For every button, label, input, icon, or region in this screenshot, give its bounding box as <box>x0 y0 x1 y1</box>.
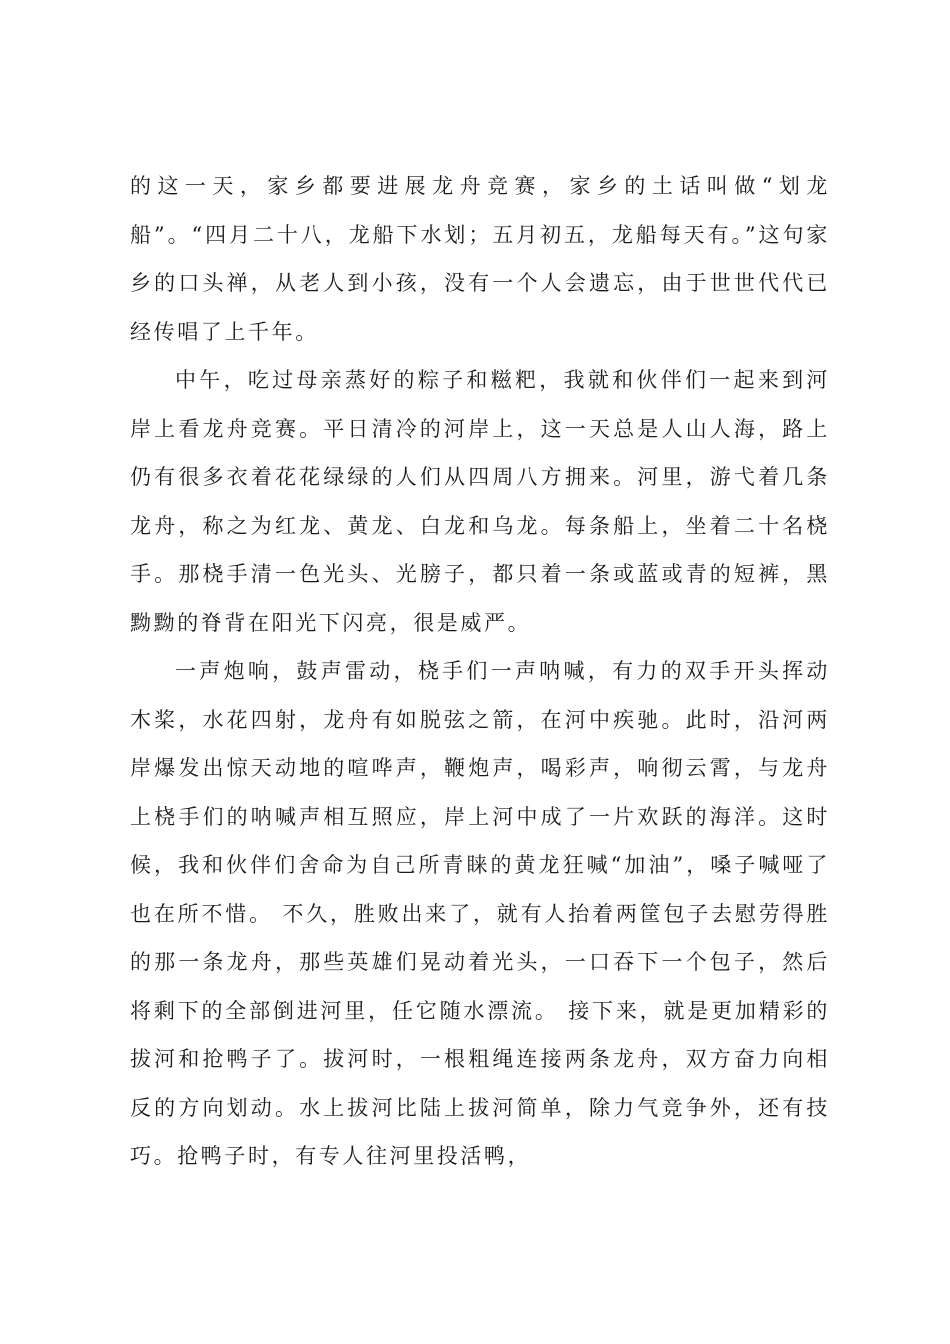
paragraph-2: 中午，吃过母亲蒸好的粽子和糍粑，我就和伙伴们一起来到河岸上看龙舟竞赛。平日清冷的河岸上，这一天总是人山人海，路上仍有很多衣着花花绿绿的人们从四周八方拥来。河里，游弋着几条龙舟，称之为红龙、黄龙、白龙和乌龙。每条船上，坐着二十名桡手。那桡手清一色光头、光膀子，都只着一条或蓝或青的短裤，黑黝黝的脊背在阳光下闪亮，很是威严。 <box>130 368 830 635</box>
paragraph-1: 的这一天，家乡都要进展龙舟竞赛，家乡的土话叫做“划龙船”。“四月二十八，龙船下水划；五月初五，龙船每天有。”这句家乡的口头禅，从老人到小孩，没有一个人会遗忘，由于世世代代已经传唱了上千年。 <box>130 174 830 344</box>
paragraph-3: 一声炮响，鼓声雷动，桡手们一声呐喊，有力的双手开头挥动木桨，水花四射，龙舟有如脱弦之箭，在河中疾驰。此时，沿河两岸爆发出惊天动地的喧哗声，鞭炮声，喝彩声，响彻云霄，与龙舟上桡手们的呐喊声相互照应，岸上河中成了一片欢跃的海洋。这时候，我和伙伴们舍命为自己所青睐的黄龙狂喊“加油”，嗓子喊哑了也在所不惜。 不久，胜败出来了，就有人抬着两筐包子去慰劳得胜的那一条龙舟，那些英雄们晃动着光头，一口吞下一个包子，然后将剩下的全部倒进河里，任它随水漂流。 接下来，就是更加精彩的拔河和抢鸭子了。拔河时，一根粗绳连接两条龙舟，双方奋力向相反的方向划动。水上拔河比陆上拔河简单，除力气竞争外，还有技巧。抢鸭子时，有专人往河里投活鸭， <box>130 659 831 1168</box>
document-body <box>130 162 830 1181</box>
